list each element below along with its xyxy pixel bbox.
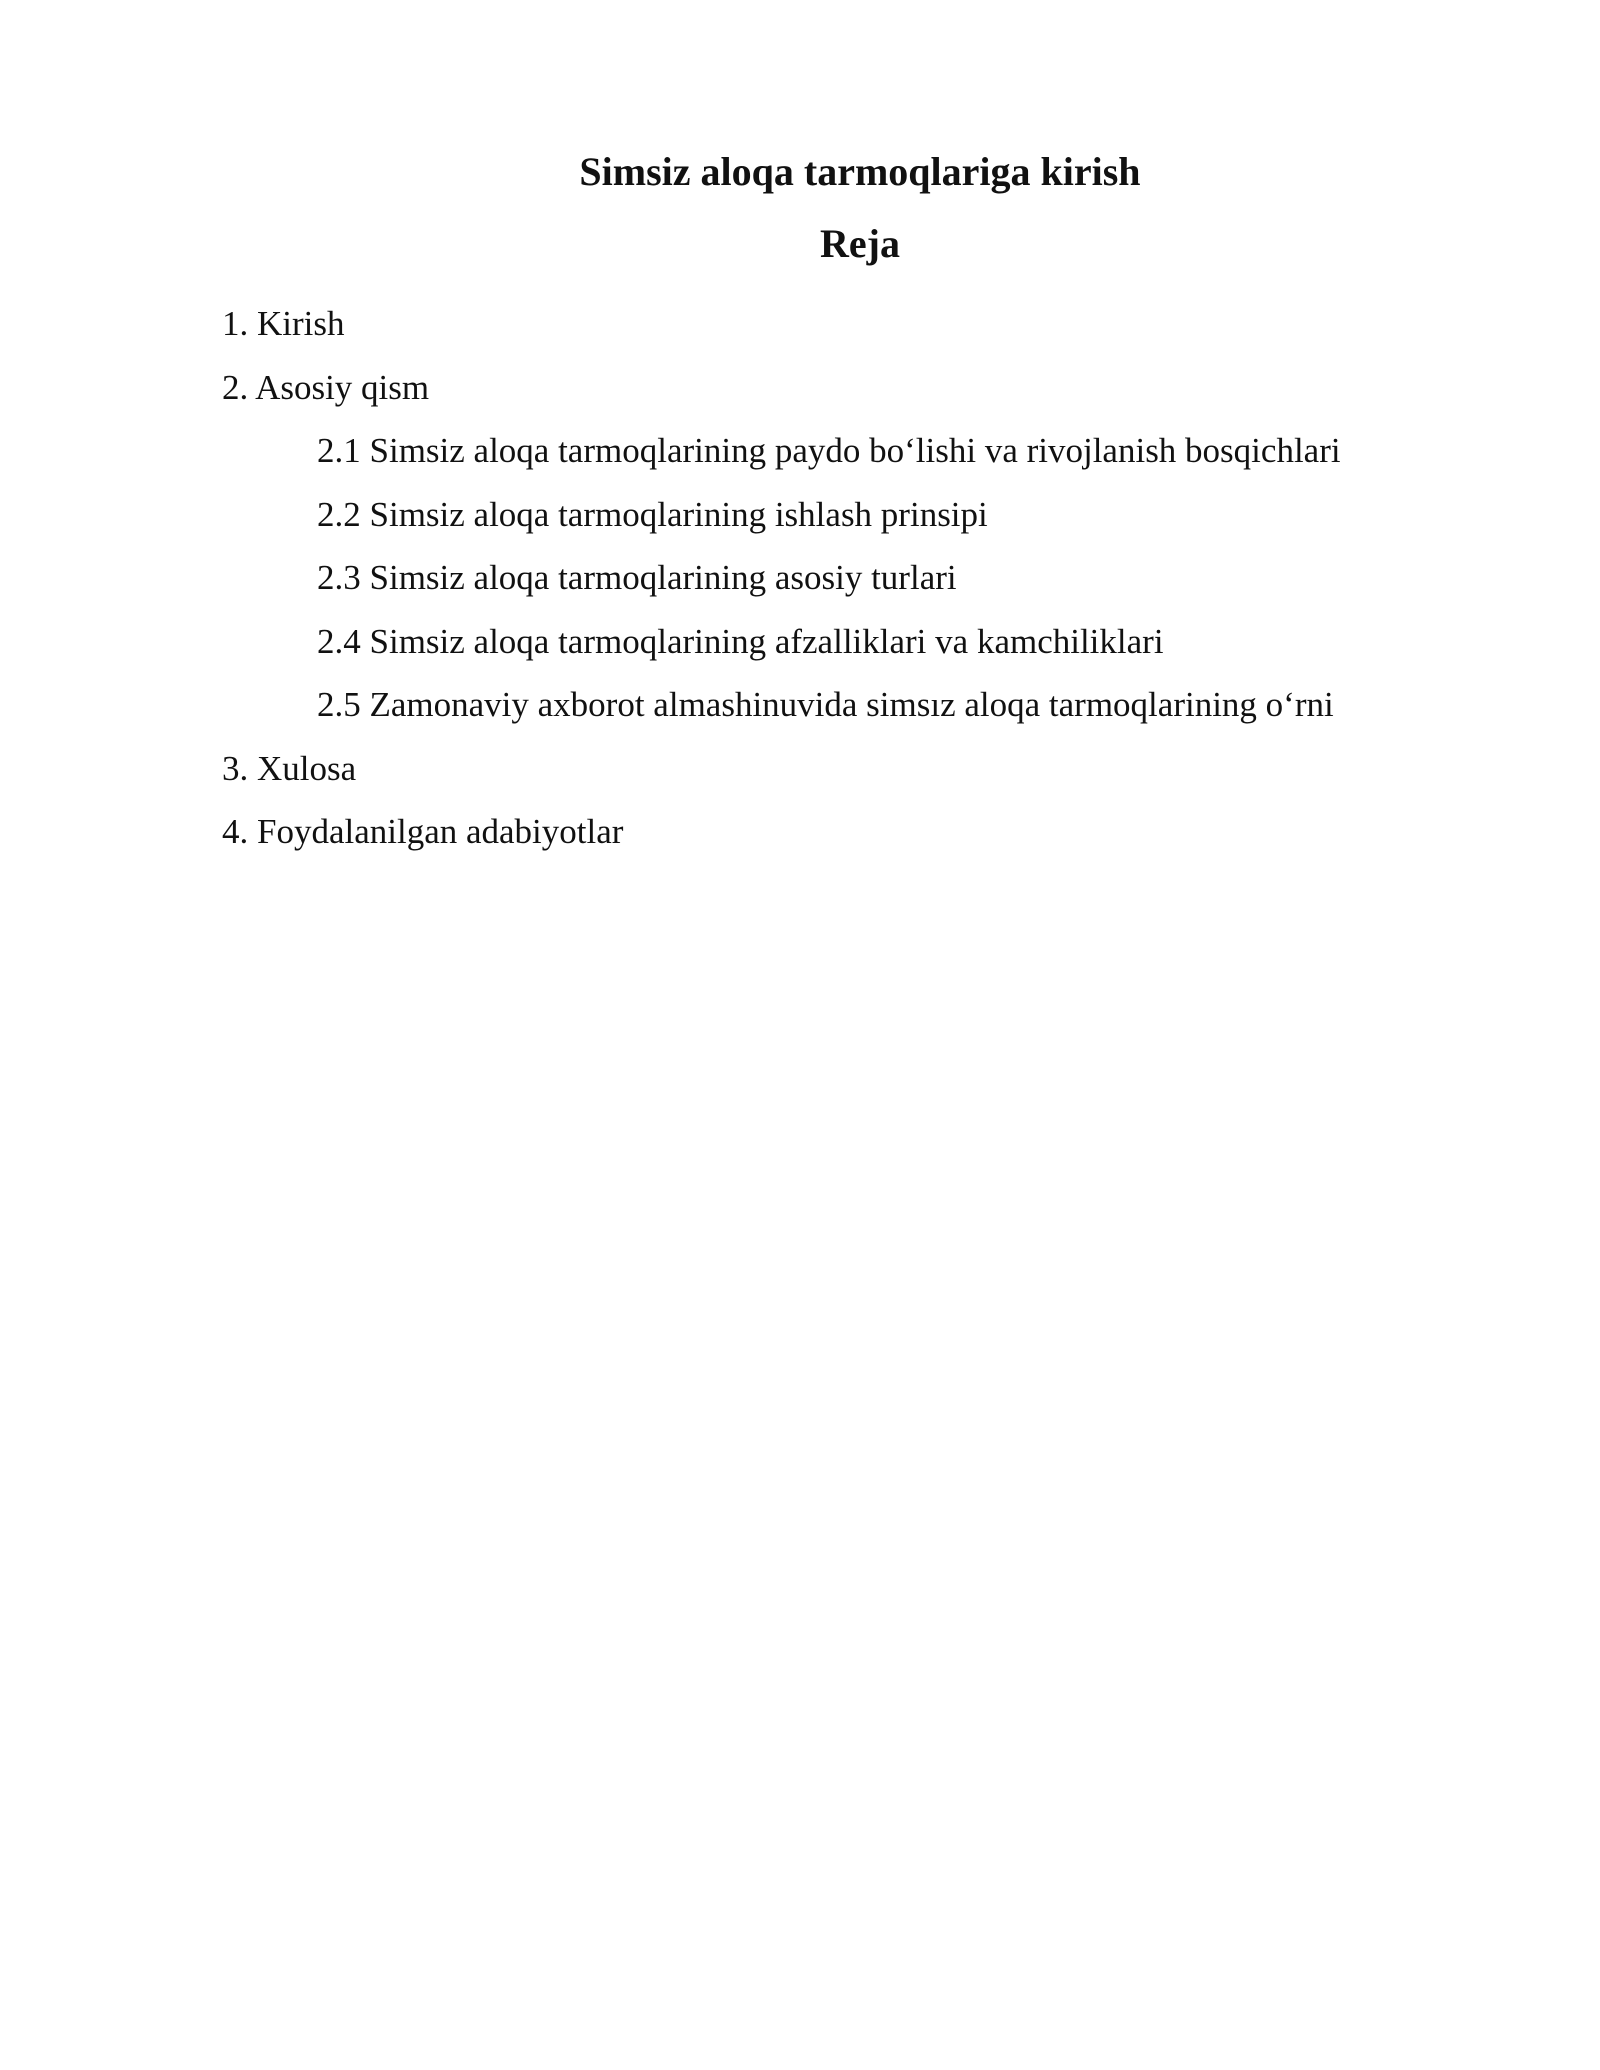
plan-subitem-2-3: 2.3 Simsiz aloqa tarmoqlarining asosiy turlari (317, 558, 957, 597)
document-title: Simsiz aloqa tarmoqlariga kirish (579, 149, 1141, 194)
plan-item-xulosa: 3. Xulosa (222, 748, 357, 788)
plan-list (222, 292, 1341, 864)
plan-item-kirish: 1. Kirish (222, 304, 345, 343)
plan-subitem-2-1: 2.1 Simsiz aloqa tarmoqlarining paydo bo‘lishi va rivojlanish bosqichlari (317, 431, 1341, 470)
plan-subitem-2-2: 2.2 Simsiz aloqa tarmoqlarining ishlash prinsipi (317, 494, 988, 534)
document-subtitle: Reja (820, 221, 900, 266)
plan-subitem-2-5: 2.5 Zamonaviy axborot almashinuvida simsız aloqa tarmoqlarining o‘rni (317, 685, 1334, 724)
plan-item-adabiyotlar: 4. Foydalanilgan adabiyotlar (222, 812, 624, 851)
plan-item-asosiy-qism: 2. Asosiy qism (222, 367, 430, 407)
plan-subitem-2-4: 2.4 Simsiz aloqa tarmoqlarining afzalliklari va kamchiliklari (317, 621, 1164, 661)
